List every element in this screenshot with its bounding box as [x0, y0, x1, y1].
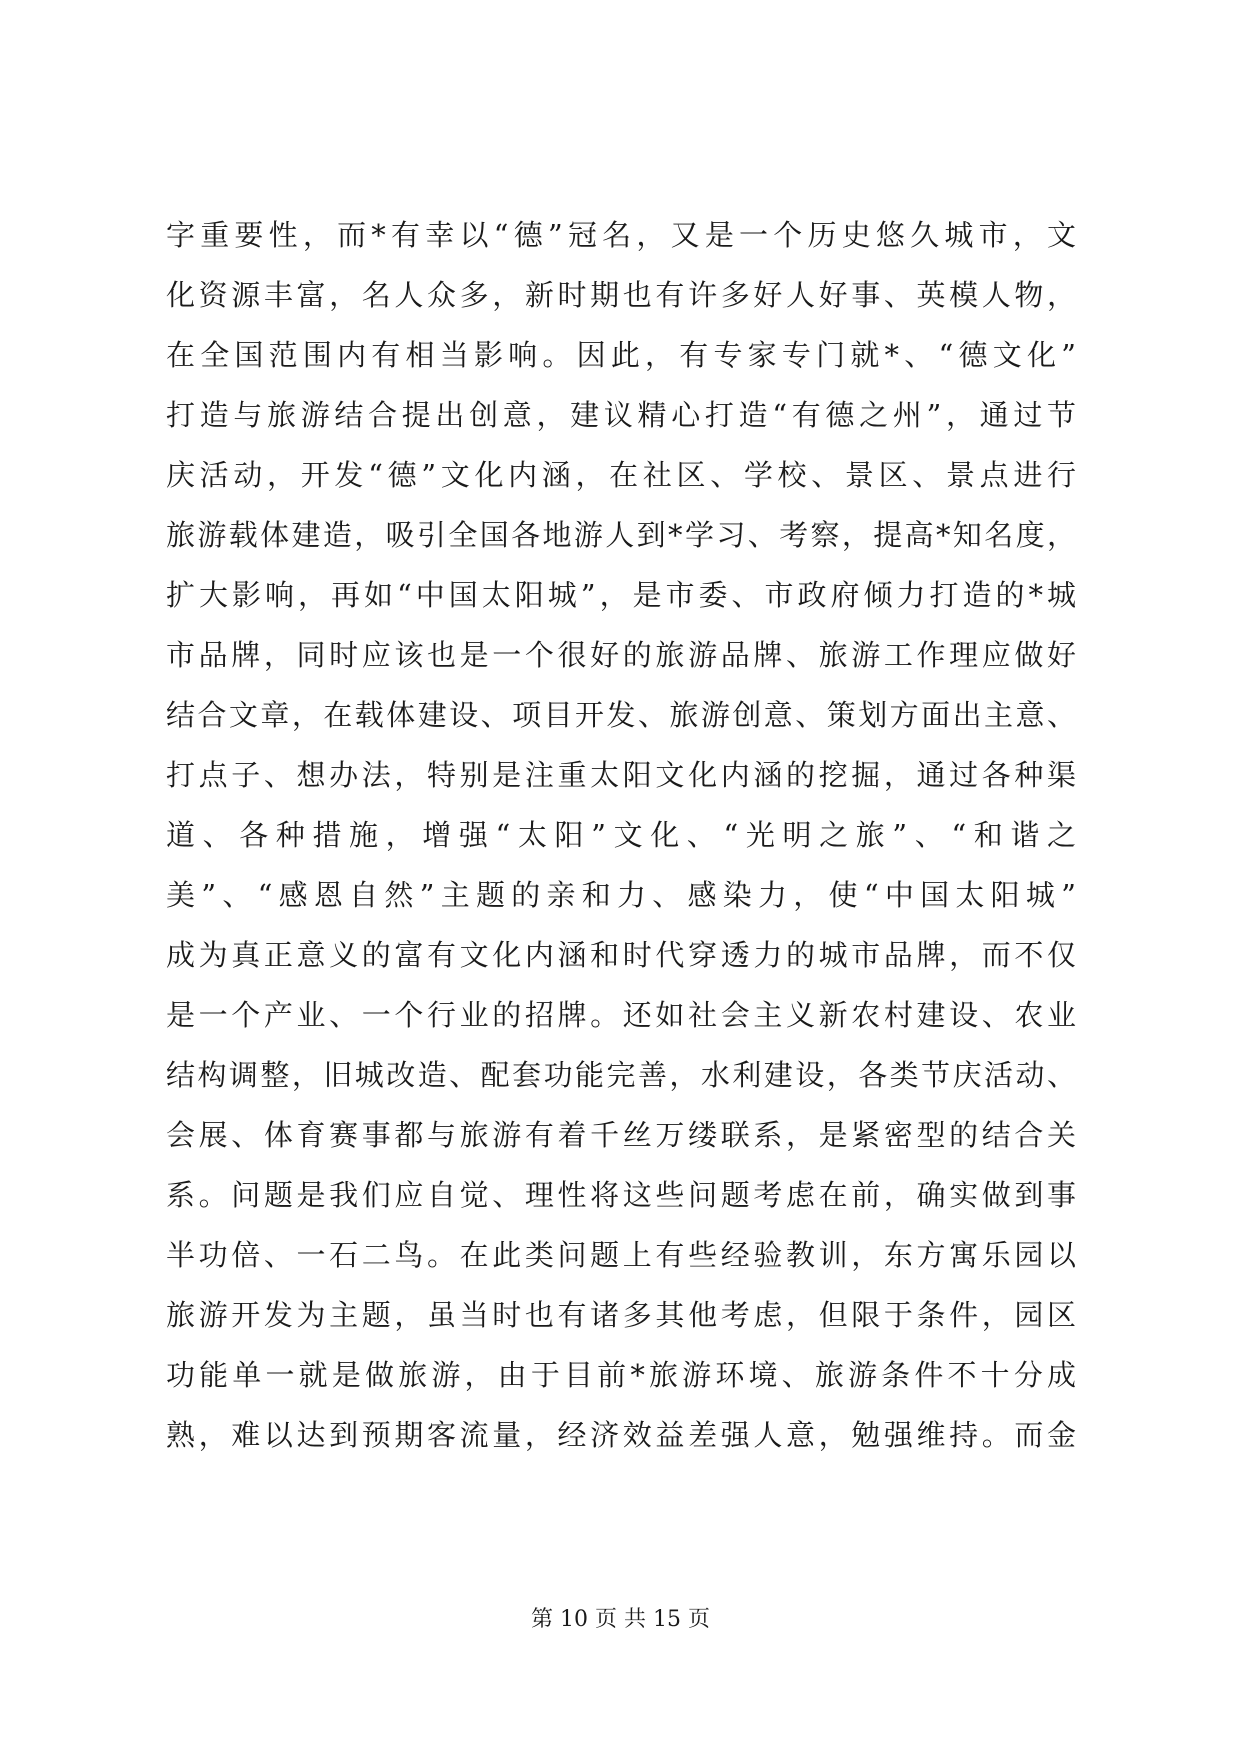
text-line: 结合文章，在载体建设、项目开发、旅游创意、策划方面出主意、: [166, 698, 1076, 732]
text-line: 熟，难以达到预期客流量，经济效益差强人意，勉强维持。而金: [166, 1418, 1076, 1452]
text-line: 会展、体育赛事都与旅游有着千丝万缕联系，是紧密型的结合关: [166, 1118, 1076, 1152]
text-line: 结构调整，旧城改造、配套功能完善，水利建设，各类节庆活动、: [166, 1058, 1076, 1092]
text-line: 在全国范围内有相当影响。因此，有专家专门就*、“德文化”: [166, 338, 1076, 372]
text-line: 是一个产业、一个行业的招牌。还如社会主义新农村建设、农业: [166, 998, 1076, 1032]
page-number-footer: 第 10 页 共 15 页: [531, 1607, 710, 1632]
text-line: 化资源丰富，名人众多，新时期也有许多好人好事、英模人物，: [166, 278, 1076, 312]
text-line: 系。问题是我们应自觉、理性将这些问题考虑在前，确实做到事: [166, 1178, 1076, 1212]
text-line: 打造与旅游结合提出创意，建议精心打造“有德之州”，通过节: [166, 398, 1076, 432]
text-line: 市品牌，同时应该也是一个很好的旅游品牌、旅游工作理应做好: [166, 638, 1076, 672]
text-line: 旅游开发为主题，虽当时也有诸多其他考虑，但限于条件，园区: [166, 1298, 1076, 1332]
text-line: 旅游载体建造，吸引全国各地游人到*学习、考察，提高*知名度，: [166, 518, 1076, 552]
text-line: 成为真正意义的富有文化内涵和时代穿透力的城市品牌，而不仅: [166, 938, 1076, 972]
text-line: 打点子、想办法，特别是注重太阳文化内涵的挖掘，通过各种渠: [166, 758, 1076, 792]
text-line: 半功倍、一石二鸟。在此类问题上有些经验教训，东方寓乐园以: [166, 1238, 1076, 1272]
text-line: 庆活动，开发“德”文化内涵，在社区、学校、景区、景点进行: [166, 458, 1076, 492]
text-line: 字重要性，而*有幸以“德”冠名，又是一个历史悠久城市，文: [166, 218, 1076, 252]
body-text: [166, 205, 1076, 1465]
text-line: 功能单一就是做旅游，由于目前*旅游环境、旅游条件不十分成: [166, 1358, 1076, 1392]
text-line: 美”、“感恩自然”主题的亲和力、感染力，使“中国太阳城”: [166, 878, 1076, 912]
text-line: 道、各种措施，增强“太阳”文化、“光明之旅”、“和谐之: [166, 818, 1076, 852]
text-line: 扩大影响，再如“中国太阳城”，是市委、市政府倾力打造的*城: [166, 578, 1076, 612]
